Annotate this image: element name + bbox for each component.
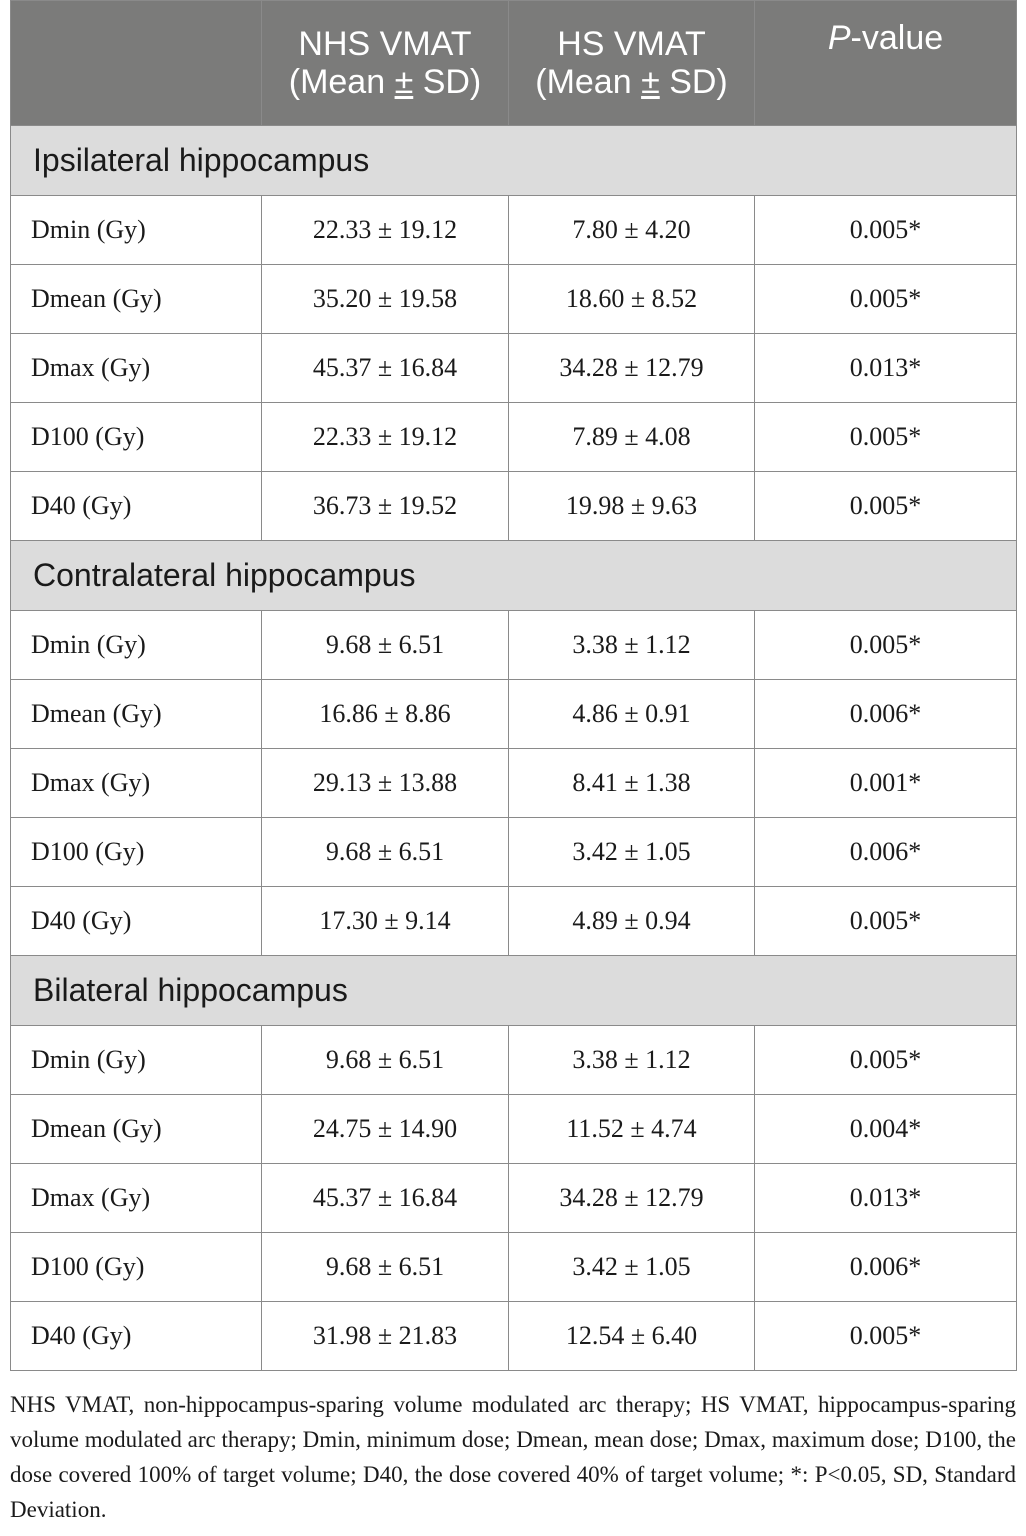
- table-row: [11, 403, 1017, 472]
- hs-value: 19.98 ± 9.63: [509, 472, 755, 541]
- section-row: [11, 126, 1017, 196]
- nhs-value: 9.68 ± 6.51: [262, 611, 509, 680]
- header-p-value: [755, 1, 1017, 126]
- nhs-value: 29.13 ± 13.88: [262, 749, 509, 818]
- p-value: 0.006*: [755, 1233, 1017, 1302]
- header-hs-sd: SD): [659, 63, 728, 101]
- table-row: [11, 1164, 1017, 1233]
- table-footnote: NHS VMAT, non-hippocampus-sparing volume modulated arc therapy; HS VMAT, hippocampus-sparing volume modulated arc therapy; Dmin, minimum dose; Dmean, mean dose; Dmax, maximum dose; D100, the dose covered 100% of target volume; D40, the dose covered 40% of target volume; *: P<0.05, SD, Standard Deviation.: [10, 1392, 1016, 1522]
- metric-label: D100 (Gy): [11, 403, 262, 472]
- nhs-value: 31.98 ± 21.83: [262, 1302, 509, 1371]
- metric-label: Dmax (Gy): [11, 749, 262, 818]
- p-value: 0.013*: [755, 1164, 1017, 1233]
- dose-comparison-table: [10, 0, 1017, 1371]
- hs-value: 4.86 ± 0.91: [509, 680, 755, 749]
- table-row: [11, 1233, 1017, 1302]
- header-hs-line2: [509, 63, 754, 101]
- nhs-value: 35.20 ± 19.58: [262, 265, 509, 334]
- nhs-value: 9.68 ± 6.51: [262, 1026, 509, 1095]
- table-row: [11, 472, 1017, 541]
- nhs-value: 24.75 ± 14.90: [262, 1095, 509, 1164]
- header-nhs-sd: SD): [413, 63, 482, 101]
- metric-label: D40 (Gy): [11, 472, 262, 541]
- nhs-value: 45.37 ± 16.84: [262, 1164, 509, 1233]
- section-row: [11, 956, 1017, 1026]
- metric-label: Dmax (Gy): [11, 1164, 262, 1233]
- nhs-value: 22.33 ± 19.12: [262, 196, 509, 265]
- nhs-value: 9.68 ± 6.51: [262, 818, 509, 887]
- table-row: [11, 1302, 1017, 1371]
- hs-value: 3.38 ± 1.12: [509, 1026, 755, 1095]
- table-row: [11, 611, 1017, 680]
- header-hs-pm: ±: [641, 63, 660, 101]
- hs-value: 11.52 ± 4.74: [509, 1095, 755, 1164]
- hs-value: 18.60 ± 8.52: [509, 265, 755, 334]
- header-hs-line1: HS VMAT: [557, 25, 706, 63]
- header-hs-vmat: [509, 1, 755, 126]
- table-container: [10, 0, 1016, 1371]
- nhs-value: 16.86 ± 8.86: [262, 680, 509, 749]
- table-row: [11, 265, 1017, 334]
- p-value: 0.005*: [755, 1026, 1017, 1095]
- metric-label: Dmin (Gy): [11, 611, 262, 680]
- hs-value: 8.41 ± 1.38: [509, 749, 755, 818]
- nhs-value: 36.73 ± 19.52: [262, 472, 509, 541]
- metric-label: D40 (Gy): [11, 1302, 262, 1371]
- table-row: [11, 1095, 1017, 1164]
- p-value: 0.005*: [755, 403, 1017, 472]
- p-value: 0.005*: [755, 196, 1017, 265]
- p-value: 0.006*: [755, 680, 1017, 749]
- table-row: [11, 334, 1017, 403]
- section-title: Ipsilateral hippocampus: [11, 126, 1017, 196]
- header-row: [11, 1, 1017, 126]
- table-row: [11, 680, 1017, 749]
- nhs-value: 45.37 ± 16.84: [262, 334, 509, 403]
- header-nhs-line1: NHS VMAT: [298, 25, 472, 63]
- table-body: [11, 126, 1017, 1371]
- hs-value: 12.54 ± 6.40: [509, 1302, 755, 1371]
- metric-label: D40 (Gy): [11, 887, 262, 956]
- metric-label: D100 (Gy): [11, 818, 262, 887]
- p-value: 0.013*: [755, 334, 1017, 403]
- hs-value: 7.80 ± 4.20: [509, 196, 755, 265]
- hs-value: 34.28 ± 12.79: [509, 1164, 755, 1233]
- header-nhs-pm: ±: [394, 63, 414, 101]
- metric-label: Dmean (Gy): [11, 680, 262, 749]
- metric-label: Dmin (Gy): [11, 196, 262, 265]
- hs-value: 3.38 ± 1.12: [509, 611, 755, 680]
- p-value: 0.005*: [755, 265, 1017, 334]
- hs-value: 4.89 ± 0.94: [509, 887, 755, 956]
- table-row: [11, 887, 1017, 956]
- table-row: [11, 196, 1017, 265]
- metric-label: Dmin (Gy): [11, 1026, 262, 1095]
- header-empty-cell: [11, 1, 262, 126]
- table-row: [11, 749, 1017, 818]
- section-row: [11, 541, 1017, 611]
- header-nhs-line2: [262, 63, 508, 101]
- metric-label: Dmean (Gy): [11, 265, 262, 334]
- p-value: 0.005*: [755, 1302, 1017, 1371]
- header-p-italic: P: [827, 19, 851, 57]
- p-value: 0.005*: [755, 887, 1017, 956]
- p-value: 0.001*: [755, 749, 1017, 818]
- p-value: 0.005*: [755, 472, 1017, 541]
- table-row: [11, 818, 1017, 887]
- hs-value: 3.42 ± 1.05: [509, 818, 755, 887]
- header-nhs-vmat: [262, 1, 509, 126]
- metric-label: Dmax (Gy): [11, 334, 262, 403]
- p-value: 0.005*: [755, 611, 1017, 680]
- hs-value: 34.28 ± 12.79: [509, 334, 755, 403]
- metric-label: D100 (Gy): [11, 1233, 262, 1302]
- section-title: Contralateral hippocampus: [11, 541, 1017, 611]
- p-value: 0.004*: [755, 1095, 1017, 1164]
- header-hs-mean: (Mean: [535, 63, 642, 101]
- p-value: 0.006*: [755, 818, 1017, 887]
- header-p-rest: -value: [850, 19, 944, 57]
- section-title: Bilateral hippocampus: [11, 956, 1017, 1026]
- nhs-value: 22.33 ± 19.12: [262, 403, 509, 472]
- hs-value: 7.89 ± 4.08: [509, 403, 755, 472]
- nhs-value: 9.68 ± 6.51: [262, 1233, 509, 1302]
- header-nhs-mean: (Mean: [288, 63, 395, 101]
- nhs-value: 17.30 ± 9.14: [262, 887, 509, 956]
- hs-value: 3.42 ± 1.05: [509, 1233, 755, 1302]
- metric-label: Dmean (Gy): [11, 1095, 262, 1164]
- table-row: [11, 1026, 1017, 1095]
